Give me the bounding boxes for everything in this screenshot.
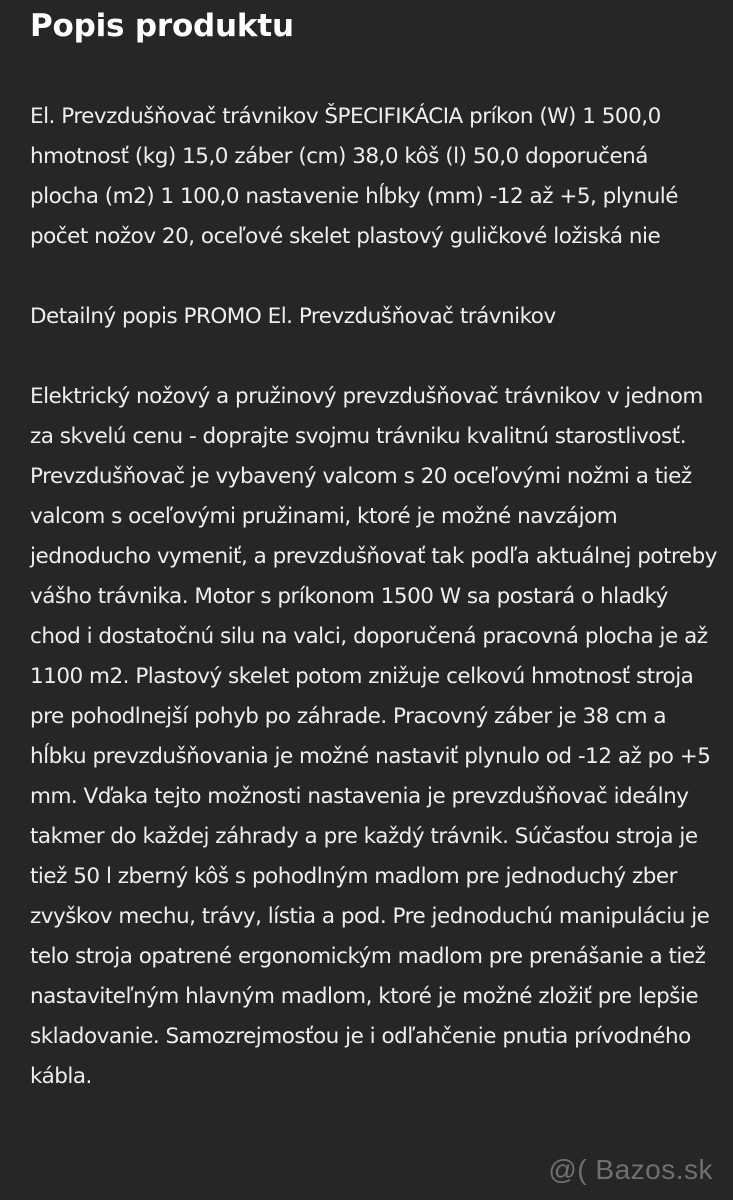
specification-text: El. Prevzdušňovač trávnikov ŠPECIFIKÁCIA príkon (W) 1 500,0 hmotnosť (kg) 15,0 záber (cm) 38,0 kôš (l) 50,0 doporučená plocha (m2) 1 100,0 nastavenie hĺbky (mm) -12 až +5, plynulé počet nožov 20, oceľové skelet plastový guličkové ložiská nie [30, 104, 678, 249]
bazos-watermark: @( Bazos.sk [548, 1154, 713, 1185]
product-description-section [30, 0, 720, 1097]
section-title: Popis produktu [30, 8, 294, 44]
detail-heading-text: Detailný popis PROMO El. Prevzdušňovač trávnikov [30, 304, 556, 329]
description-text: Elektrický nožový a pružinový prevzdušňovač trávnikov v jednom za skvelú cenu - doprajte svojmu trávniku kvalitnú starostlivosť. Prevzdušňovač je vybavený valcom s 20 oceľovými nožmi a tiež valcom s oceľovými pružinami, ktoré je možné navzájom jednoducho vymeniť, a prevzdušňovať tak podľa aktuálnej potreby vášho trávnika. Motor s príkonom 1500 W sa postará o hladký chod i dostatočnú silu na valci, doporučená pracovná plocha je až 1100 m2. Plastový skelet potom znižuje celkovú hmotnosť stroja pre pohodlnejší pohyb po záhrade. Pracovný záber je 38 cm a hĺbku prevzdušňovania je možné nastaviť plynulo od -12 až po +5 mm. Vďaka tejto možnosti nastavenia je prevzdušňovač ideálny takmer do každej záhrady a pre každý trávnik. Súčasťou stroja je tiež 50 l zberný kôš s pohodlným madlom pre jednoduchý zber zvyškov mechu, trávy, lístia a pod. Pre jednoduchú manipuláciu je telo stroja opatrené ergonomickým madlom pre prenášanie a tiež nastaviteľným hlavným madlom, ktoré je možné zložiť pre lepšie skladovanie. Samozrejmosťou je i odľahčenie pnutia prívodného kábla. [30, 384, 717, 1089]
